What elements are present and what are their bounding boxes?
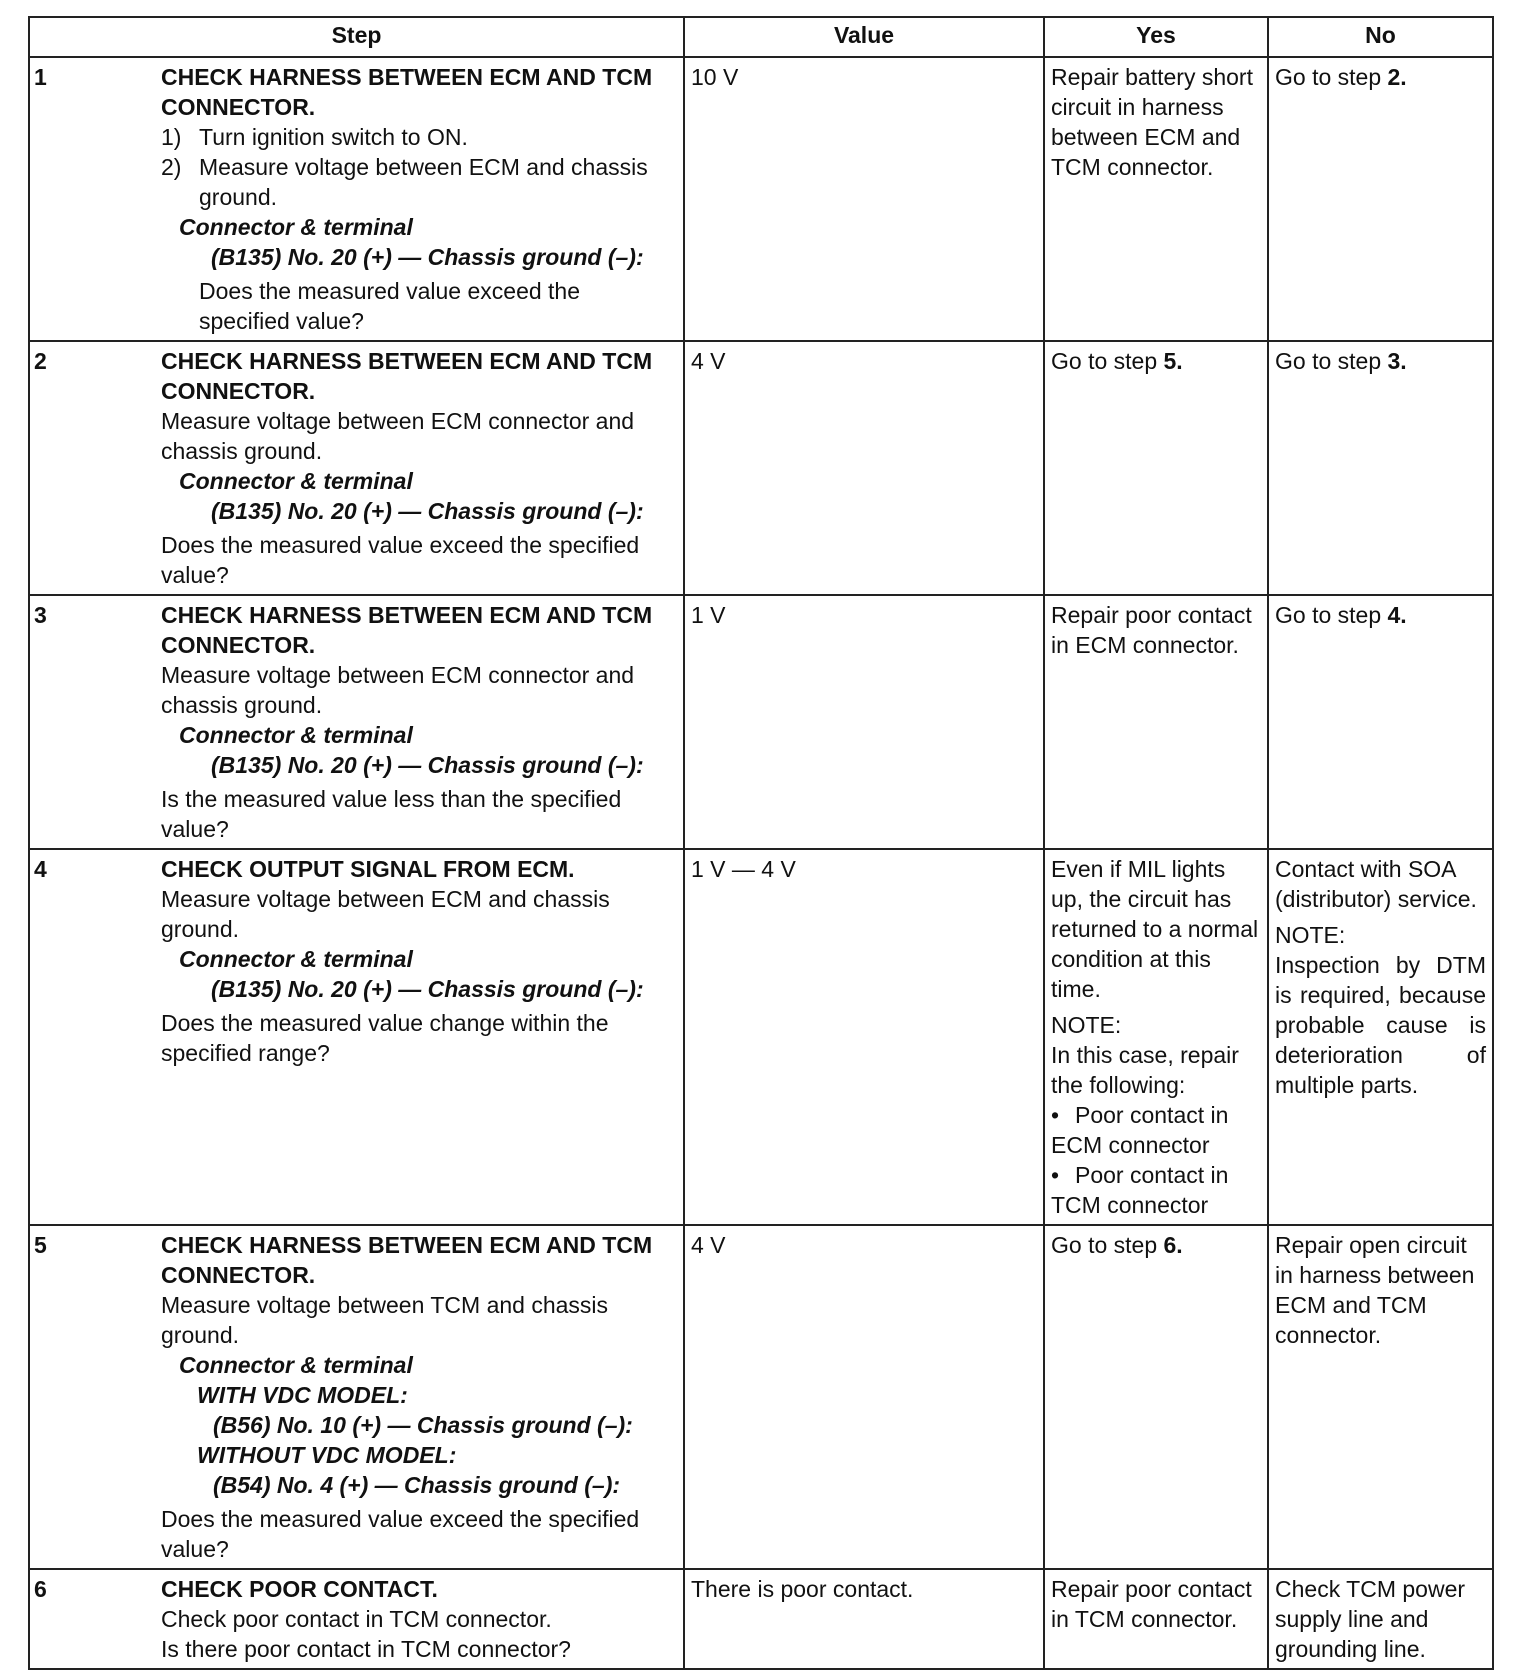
step-yes: Repair poor contact in TCM connector. <box>1044 1569 1268 1669</box>
step-content <box>153 57 684 341</box>
connector-terminal-label: Connector & terminal <box>179 722 413 748</box>
step-no: Go to step 4. <box>1268 595 1493 849</box>
table-row <box>29 1569 1493 1669</box>
step-value: There is poor contact. <box>684 1569 1044 1669</box>
step-content <box>153 341 684 595</box>
step-description: Measure voltage between TCM and chassis ground. <box>161 1292 609 1348</box>
header-row <box>29 17 1493 57</box>
terminal-spec: (B54) No. 4 (+) — Chassis ground (–): <box>213 1472 621 1498</box>
step-value: 4 V <box>684 1225 1044 1569</box>
step-yes: Repair poor contact in ECM connector. <box>1044 595 1268 849</box>
step-value: 10 V <box>684 57 1044 341</box>
note-label: NOTE: <box>1051 1012 1122 1038</box>
connector-terminal-label: Connector & terminal <box>179 946 413 972</box>
step-title: CHECK HARNESS BETWEEN ECM AND TCM CONNECTOR. <box>161 64 653 120</box>
step-value: 4 V <box>684 341 1044 595</box>
header-yes: Yes <box>1044 17 1268 57</box>
step-description: Measure voltage between ECM connector and chassis ground. <box>161 662 635 718</box>
step-question: Is there poor contact in TCM connector? <box>161 1636 571 1662</box>
step-description: Measure voltage between ECM connector and chassis ground. <box>161 408 635 464</box>
step-question: Does the measured value exceed the specified value? <box>161 532 640 588</box>
terminal-spec: (B135) No. 20 (+) — Chassis ground (–): <box>211 976 644 1002</box>
header-value: Value <box>684 17 1044 57</box>
diagnostic-procedure <box>28 16 1492 1670</box>
instruction-item: 1) Turn ignition switch to ON. <box>161 124 468 150</box>
step-no: Repair open circuit in harness between ECM and TCM connector. <box>1268 1225 1493 1569</box>
connector-terminal-label: Connector & terminal <box>179 214 413 240</box>
note-text: In this case, repair the following: <box>1051 1042 1239 1098</box>
table-row <box>29 849 1493 1225</box>
table-row <box>29 1225 1493 1569</box>
header-no: No <box>1268 17 1493 57</box>
step-number: 6 <box>29 1569 153 1669</box>
list-item: • Poor contact in TCM connector <box>1051 1162 1229 1218</box>
step-content <box>153 1225 684 1569</box>
step-title: CHECK POOR CONTACT. <box>161 1576 438 1602</box>
note-label: NOTE: <box>1275 922 1346 948</box>
terminal-spec: (B135) No. 20 (+) — Chassis ground (–): <box>211 498 644 524</box>
step-description: Check poor contact in TCM connector. <box>161 1606 552 1632</box>
step-number: 3 <box>29 595 153 849</box>
step-question: Is the measured value less than the specified value? <box>161 786 622 842</box>
step-title: CHECK HARNESS BETWEEN ECM AND TCM CONNECTOR. <box>161 602 653 658</box>
diagnostic-table <box>28 16 1494 1670</box>
connector-terminal-label: Connector & terminal <box>179 1352 413 1378</box>
step-title: CHECK HARNESS BETWEEN ECM AND TCM CONNECTOR. <box>161 348 653 404</box>
step-title: CHECK OUTPUT SIGNAL FROM ECM. <box>161 856 575 882</box>
list-item: • Poor contact in ECM connector <box>1051 1102 1229 1158</box>
model-label: WITH VDC MODEL: <box>197 1382 408 1408</box>
step-value: 1 V <box>684 595 1044 849</box>
instruction-item: 2) Measure voltage between ECM and chassis ground. <box>161 154 648 210</box>
step-yes: Even if MIL lights up, the circuit has returned to a normal condition at this time. NOTE: In this case, repair the following: • Poor contact in ECM connector • Poor contact in TCM connector <box>1044 849 1268 1225</box>
note-text: Inspection by DTM is required, because probable cause is deterioration of multiple parts. <box>1275 952 1486 1098</box>
step-no: Check TCM power supply line and grounding line. <box>1268 1569 1493 1669</box>
step-number: 1 <box>29 57 153 341</box>
step-question: Does the measured value exceed the specified value? <box>161 1506 640 1562</box>
table-row <box>29 341 1493 595</box>
step-yes: Repair battery short circuit in harness between ECM and TCM connector. <box>1044 57 1268 341</box>
table-row <box>29 595 1493 849</box>
step-number: 2 <box>29 341 153 595</box>
terminal-spec: (B56) No. 10 (+) — Chassis ground (–): <box>213 1412 633 1438</box>
terminal-spec: (B135) No. 20 (+) — Chassis ground (–): <box>211 752 644 778</box>
step-value: 1 V — 4 V <box>684 849 1044 1225</box>
step-content <box>153 595 684 849</box>
step-yes: Go to step 6. <box>1044 1225 1268 1569</box>
header-step: Step <box>29 17 684 57</box>
step-no: Go to step 2. <box>1268 57 1493 341</box>
terminal-spec: (B135) No. 20 (+) — Chassis ground (–): <box>211 244 644 270</box>
step-description: Measure voltage between ECM and chassis ground. <box>161 886 610 942</box>
connector-terminal-label: Connector & terminal <box>179 468 413 494</box>
table-row <box>29 57 1493 341</box>
step-no: Contact with SOA (distributor) service. NOTE: Inspection by DTM is required, because probable cause is deterioration of multiple parts. <box>1268 849 1493 1225</box>
model-label: WITHOUT VDC MODEL: <box>197 1442 457 1468</box>
step-yes: Go to step 5. <box>1044 341 1268 595</box>
step-content <box>153 849 684 1225</box>
step-title: CHECK HARNESS BETWEEN ECM AND TCM CONNECTOR. <box>161 1232 653 1288</box>
step-no: Go to step 3. <box>1268 341 1493 595</box>
step-question: Does the measured value exceed the specified value? <box>199 278 581 334</box>
step-question: Does the measured value change within the specified range? <box>161 1010 609 1066</box>
step-content <box>153 1569 684 1669</box>
step-number: 4 <box>29 849 153 1225</box>
step-number: 5 <box>29 1225 153 1569</box>
